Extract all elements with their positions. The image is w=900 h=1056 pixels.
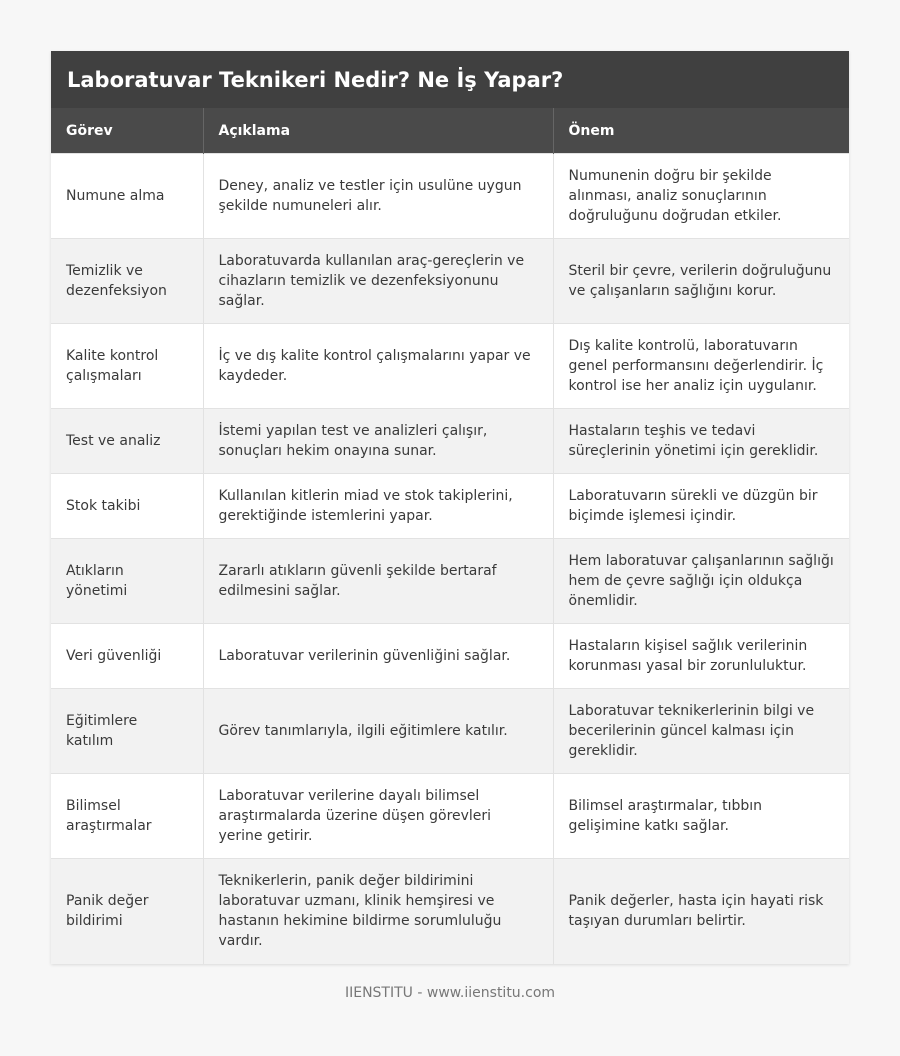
- table-row: [51, 859, 849, 964]
- description-cell: Görev tanımlarıyla, ilgili eğitimlere katılır.: [203, 689, 553, 774]
- importance-cell: Laboratuvarın sürekli ve düzgün bir biçimde işlemesi içindir.: [553, 474, 849, 539]
- description-cell: Laboratuvar verilerinin güvenliğini sağlar.: [203, 624, 553, 689]
- footer-credit: IIENSTITU - www.iienstitu.com: [344, 985, 556, 1001]
- table-row: [51, 154, 849, 239]
- description-cell: Teknikerlerin, panik değer bildirimini laboratuvar uzmanı, klinik hemşiresi ve hastanın hekimine bildirme sorumluluğu vardır.: [203, 859, 553, 964]
- table-row: [51, 624, 849, 689]
- importance-cell: Bilimsel araştırmalar, tıbbın gelişimine katkı sağlar.: [553, 774, 849, 859]
- table-row: [51, 239, 849, 324]
- importance-cell: Laboratuvar teknikerlerinin bilgi ve becerilerinin güncel kalması için gereklidir.: [553, 689, 849, 774]
- description-cell: Zararlı atıkların güvenli şekilde bertaraf edilmesini sağlar.: [203, 539, 553, 624]
- importance-cell: Numunenin doğru bir şekilde alınması, analiz sonuçlarının doğruluğunu doğrudan etkiler.: [553, 154, 849, 239]
- description-cell: Deney, analiz ve testler için usulüne uygun şekilde numuneleri alır.: [203, 154, 553, 239]
- tasks-table: [51, 108, 849, 964]
- task-cell: Stok takibi: [51, 474, 203, 539]
- task-cell: Temizlik ve dezenfeksiyon: [51, 239, 203, 324]
- importance-cell: Steril bir çevre, verilerin doğruluğunu ve çalışanların sağlığını korur.: [553, 239, 849, 324]
- importance-cell: Panik değerler, hasta için hayati risk taşıyan durumları belirtir.: [553, 859, 849, 964]
- table-card: [51, 51, 849, 964]
- task-cell: Bilimsel araştırmalar: [51, 774, 203, 859]
- task-cell: Kalite kontrol çalışmaları: [51, 324, 203, 409]
- description-cell: Laboratuvar verilerine dayalı bilimsel araştırmalarda üzerine düşen görevleri yerine getirir.: [203, 774, 553, 859]
- column-header-onem: Önem: [553, 108, 849, 154]
- column-header-aciklama: Açıklama: [203, 108, 553, 154]
- table-row: [51, 324, 849, 409]
- description-cell: Laboratuvarda kullanılan araç-gereçlerin ve cihazların temizlik ve dezenfeksiyonunu sağlar.: [203, 239, 553, 324]
- importance-cell: Hastaların kişisel sağlık verilerinin korunması yasal bir zorunluluktur.: [553, 624, 849, 689]
- table-row: [51, 474, 849, 539]
- table-row: [51, 774, 849, 859]
- task-cell: Numune alma: [51, 154, 203, 239]
- task-cell: Veri güvenliği: [51, 624, 203, 689]
- task-cell: Eğitimlere katılım: [51, 689, 203, 774]
- task-cell: Atıkların yönetimi: [51, 539, 203, 624]
- page-title: Laboratuvar Teknikeri Nedir? Ne İş Yapar?: [51, 51, 849, 108]
- task-cell: Panik değer bildirimi: [51, 859, 203, 964]
- table-row: [51, 409, 849, 474]
- description-cell: İstemi yapılan test ve analizleri çalışır, sonuçları hekim onayına sunar.: [203, 409, 553, 474]
- importance-cell: Hem laboratuvar çalışanlarının sağlığı hem de çevre sağlığı için oldukça önemlidir.: [553, 539, 849, 624]
- column-header-gorev: Görev: [51, 108, 203, 154]
- table-row: [51, 539, 849, 624]
- task-cell: Test ve analiz: [51, 409, 203, 474]
- table-header-row: [51, 108, 849, 154]
- table-row: [51, 689, 849, 774]
- description-cell: Kullanılan kitlerin miad ve stok takiplerini, gerektiğinde istemlerini yapar.: [203, 474, 553, 539]
- description-cell: İç ve dış kalite kontrol çalışmalarını yapar ve kaydeder.: [203, 324, 553, 409]
- importance-cell: Dış kalite kontrolü, laboratuvarın genel performansını değerlendirir. İç kontrol ise her analiz için uygulanır.: [553, 324, 849, 409]
- importance-cell: Hastaların teşhis ve tedavi süreçlerinin yönetimi için gereklidir.: [553, 409, 849, 474]
